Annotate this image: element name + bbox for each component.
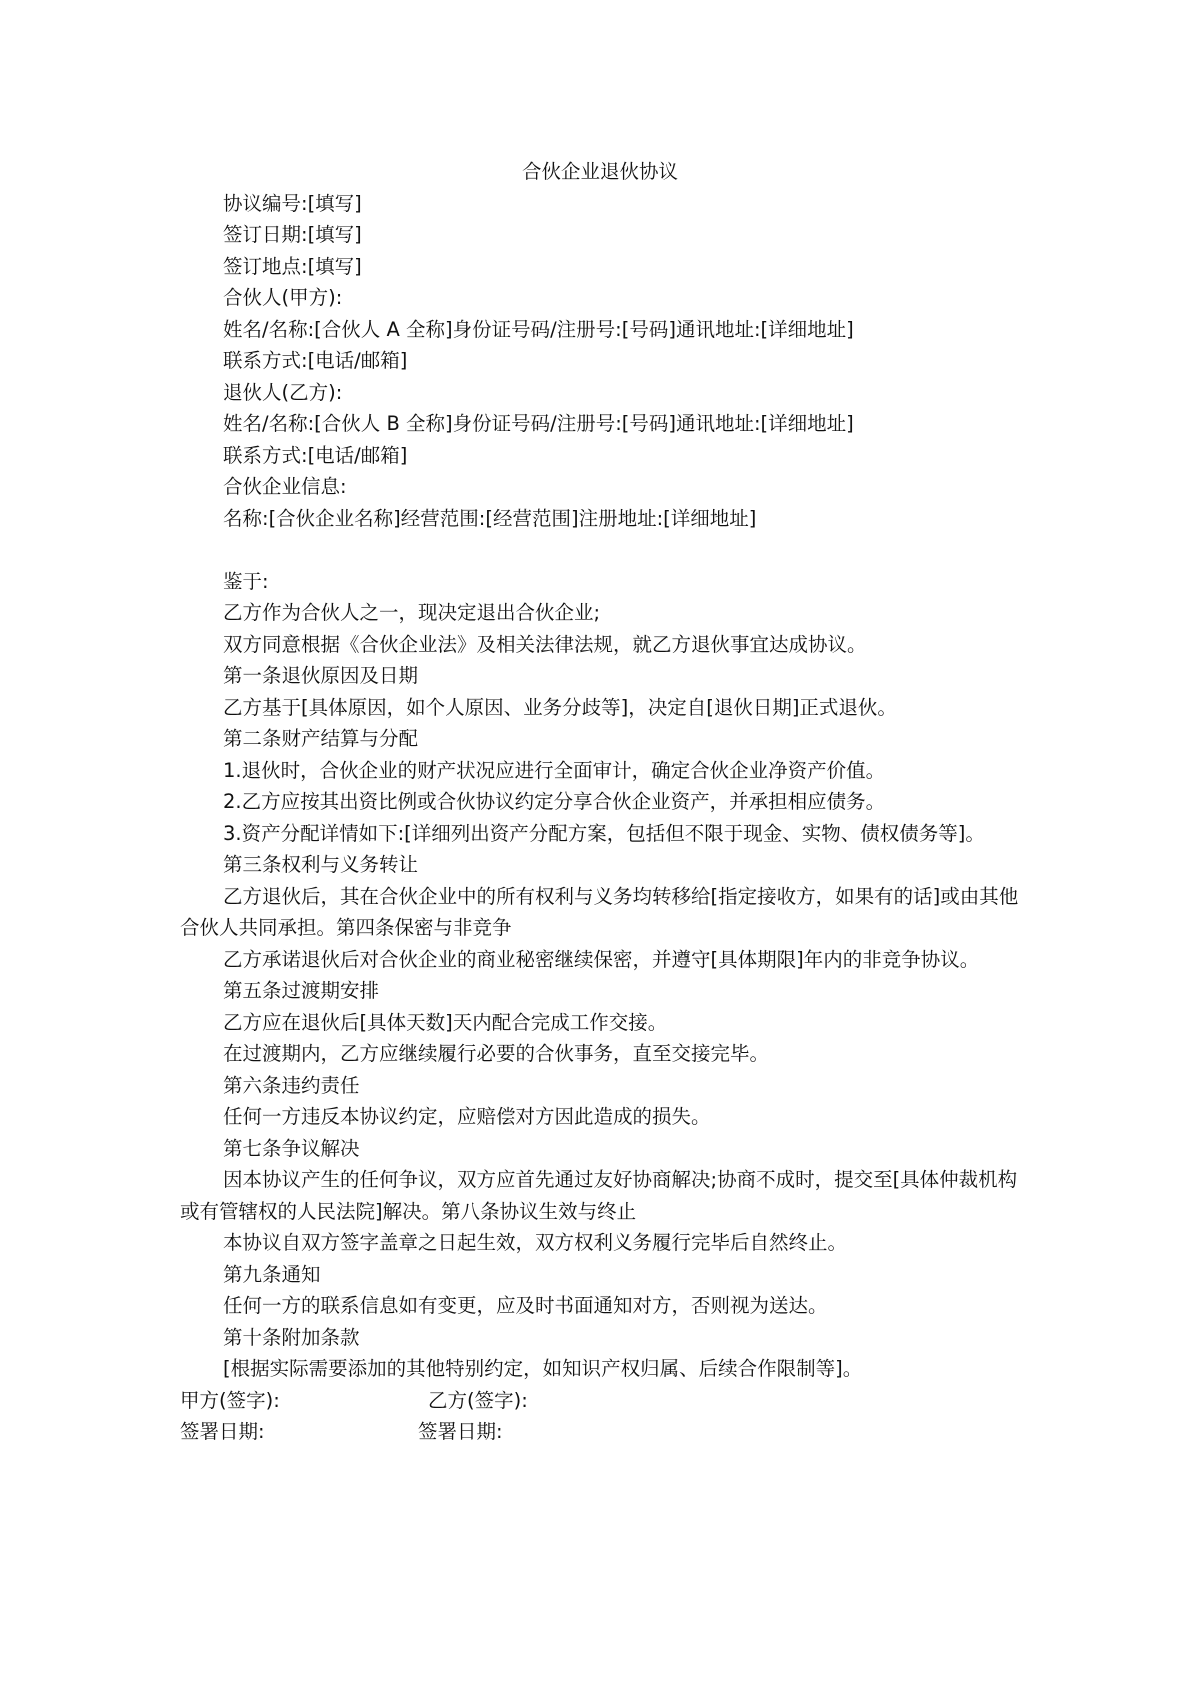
article-1-text: 乙方基于[具体原因，如个人原因、业务分歧等]，决定自[退伙日期]正式退伙。 bbox=[223, 695, 897, 719]
section-gap bbox=[180, 534, 1020, 566]
article-5-text-2: 在过渡期内，乙方应继续履行必要的合伙事务，直至交接完毕。 bbox=[223, 1042, 770, 1065]
party-a-heading: 合伙人(甲方): bbox=[223, 286, 343, 309]
document-title: 合伙企业退伙协议 bbox=[521, 160, 678, 183]
party-b-heading: 退伙人(乙方): bbox=[223, 380, 343, 404]
body-section bbox=[180, 566, 1020, 1385]
sign-place: 签订地点:[填写] bbox=[223, 254, 362, 278]
article-6-heading: 第六条违约责任 bbox=[223, 1073, 360, 1097]
signing-date-row bbox=[180, 1416, 1020, 1448]
article-2-item-2: 2.乙方应按其出资比例或合伙协议约定分享合伙企业资产，并承担相应债务。 bbox=[223, 790, 886, 813]
article-8-text: 本协议自双方签字盖章之日起生效，双方权利义务履行完毕后自然终止。 bbox=[223, 1231, 848, 1254]
article-4-text: 乙方承诺退伙后对合伙企业的商业秘密继续保密，并遵守[具体期限]年内的非竞争协议。 bbox=[223, 947, 980, 971]
whereas-clause-2: 双方同意根据《合伙企业法》及相关法律法规，就乙方退伙事宜达成协议。 bbox=[223, 632, 867, 656]
header-section bbox=[180, 188, 1020, 535]
article-3-heading: 第三条权利与义务转让 bbox=[223, 853, 419, 876]
article-1-heading: 第一条退伙原因及日期 bbox=[223, 664, 419, 687]
signature-row bbox=[180, 1385, 1020, 1417]
article-9-text: 任何一方的联系信息如有变更，应及时书面通知对方，否则视为送达。 bbox=[223, 1294, 828, 1317]
article-7-heading: 第七条争议解决 bbox=[223, 1136, 360, 1160]
article-6-text: 任何一方违反本协议约定，应赔偿对方因此造成的损失。 bbox=[223, 1105, 711, 1128]
enterprise-info-heading: 合伙企业信息: bbox=[223, 475, 347, 498]
article-2-item-3: 3.资产分配详情如下:[详细列出资产分配方案，包括但不限于现金、实物、债权债务等]。 bbox=[223, 821, 985, 845]
signature-block bbox=[180, 1385, 1020, 1448]
article-9-heading: 第九条通知 bbox=[223, 1262, 321, 1286]
article-5-text-1: 乙方应在退伙后[具体天数]天内配合完成工作交接。 bbox=[223, 1010, 668, 1034]
article-7-text: 因本协议产生的任何争议，双方应首先通过友好协商解决;协商不成时，提交至[具体仲裁机构或有管辖权的人民法院]解决。第八条协议生效与终止 bbox=[180, 1168, 1018, 1223]
party-a-date-label: 签署日期: bbox=[180, 1420, 265, 1443]
article-10-heading: 第十条附加条款 bbox=[223, 1325, 360, 1349]
article-5-heading: 第五条过渡期安排 bbox=[223, 979, 380, 1002]
article-2-heading: 第二条财产结算与分配 bbox=[223, 727, 419, 750]
sign-date: 签订日期:[填写] bbox=[223, 223, 362, 246]
party-b-details: 姓名/名称:[合伙人 B 全称]身份证号码/注册号:[号码]通讯地址:[详细地址] bbox=[223, 412, 854, 435]
whereas-clause-1: 乙方作为合伙人之一，现决定退出合伙企业; bbox=[223, 601, 601, 624]
article-2-item-1: 1.退伙时，合伙企业的财产状况应进行全面审计，确定合伙企业净资产价值。 bbox=[223, 758, 886, 782]
article-10-text: [根据实际需要添加的其他特别约定，如知识产权归属、后续合作限制等]。 bbox=[223, 1357, 863, 1380]
party-b-signature-label: 乙方(签字): bbox=[428, 1388, 528, 1412]
whereas-heading: 鉴于: bbox=[223, 569, 269, 593]
party-b-date-label: 签署日期: bbox=[418, 1420, 503, 1443]
agreement-number: 协议编号:[填写] bbox=[223, 191, 362, 215]
party-a-details: 姓名/名称:[合伙人 A 全称]身份证号码/注册号:[号码]通讯地址:[详细地址] bbox=[223, 317, 854, 341]
enterprise-info-details: 名称:[合伙企业名称]经营范围:[经营范围]注册地址:[详细地址] bbox=[223, 506, 757, 530]
party-b-contact: 联系方式:[电话/邮箱] bbox=[223, 443, 408, 467]
agreement-document bbox=[180, 156, 1020, 1448]
party-a-contact: 联系方式:[电话/邮箱] bbox=[223, 349, 408, 372]
party-a-signature-label: 甲方(签字): bbox=[180, 1388, 280, 1412]
article-3-text: 乙方退伙后，其在合伙企业中的所有权利与义务均转移给[指定接收方，如果有的话]或由其他合伙人共同承担。第四条保密与非竞争 bbox=[180, 884, 1019, 939]
